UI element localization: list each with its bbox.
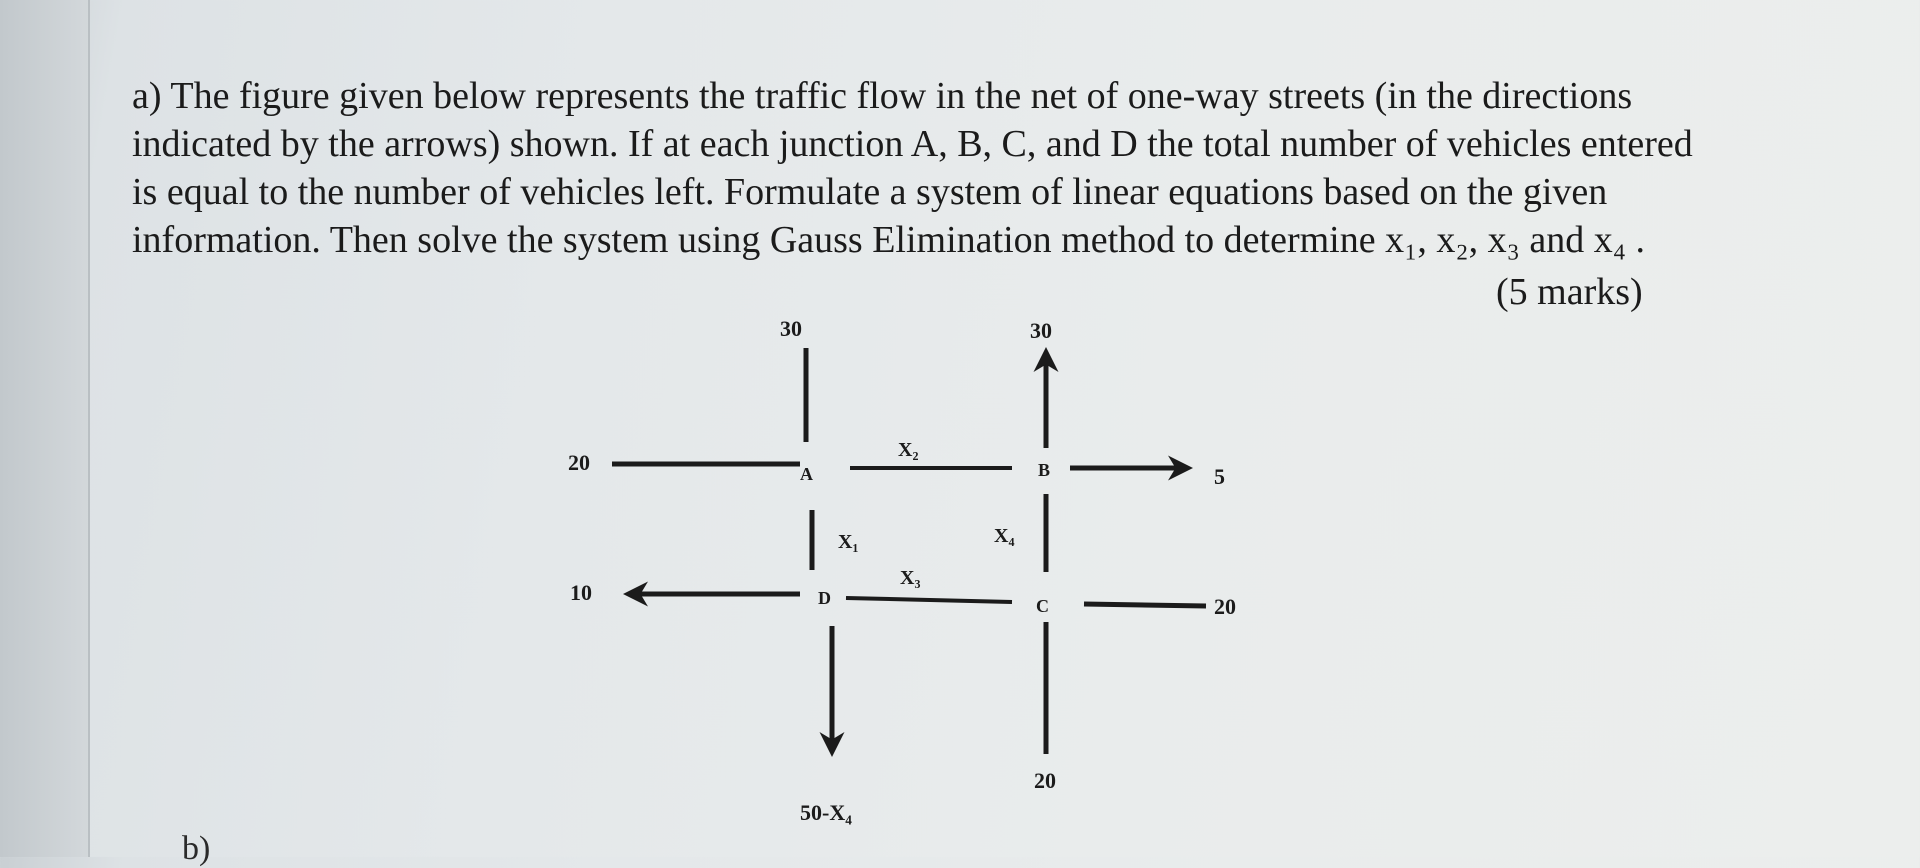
question-line-4: information. Then solve the system using Gauss Elimination method to determine x₁, x₂, x₃ and x₄ . <box>132 219 1645 261</box>
flow-label-x4: X₄ <box>994 525 1015 547</box>
street-c-right <box>1084 604 1206 606</box>
flow-label-b-right: 5 <box>1214 464 1225 489</box>
flow-label-a-left: 20 <box>568 450 590 475</box>
junction-b-label: B <box>1038 460 1051 480</box>
flow-label-x3: X₃ <box>900 567 921 589</box>
flow-label-d-bottom: 50-X₄ <box>800 800 852 825</box>
question-line-3: is equal to the number of vehicles left. Formulate a system of linear equations based on the given <box>132 171 1608 213</box>
next-question-label: b) <box>182 830 211 867</box>
flow-label-c-bottom: 20 <box>1034 768 1056 793</box>
junction-d-label: D <box>818 588 831 608</box>
flow-label-d-left: 10 <box>570 580 592 605</box>
marks-label: (5 marks) <box>1496 271 1643 313</box>
street-dc <box>846 598 1012 602</box>
question-line-2: indicated by the arrows) shown. If at each junction A, B, C, and D the total number of vehicles entered <box>132 123 1693 165</box>
flow-label-b-top: 30 <box>1030 318 1052 343</box>
question-line-1-text: The figure given below represents the traffic flow in the net of one-way streets (in the directions <box>170 75 1633 117</box>
flow-label-x2: X₂ <box>898 439 919 461</box>
question-label: a) <box>132 75 162 117</box>
flow-label-a-top: 30 <box>780 316 802 341</box>
flow-label-x1: X₁ <box>838 531 859 553</box>
flow-label-c-right: 20 <box>1214 594 1236 619</box>
junction-c-label: C <box>1036 596 1049 616</box>
junction-a-label: A <box>800 464 813 484</box>
